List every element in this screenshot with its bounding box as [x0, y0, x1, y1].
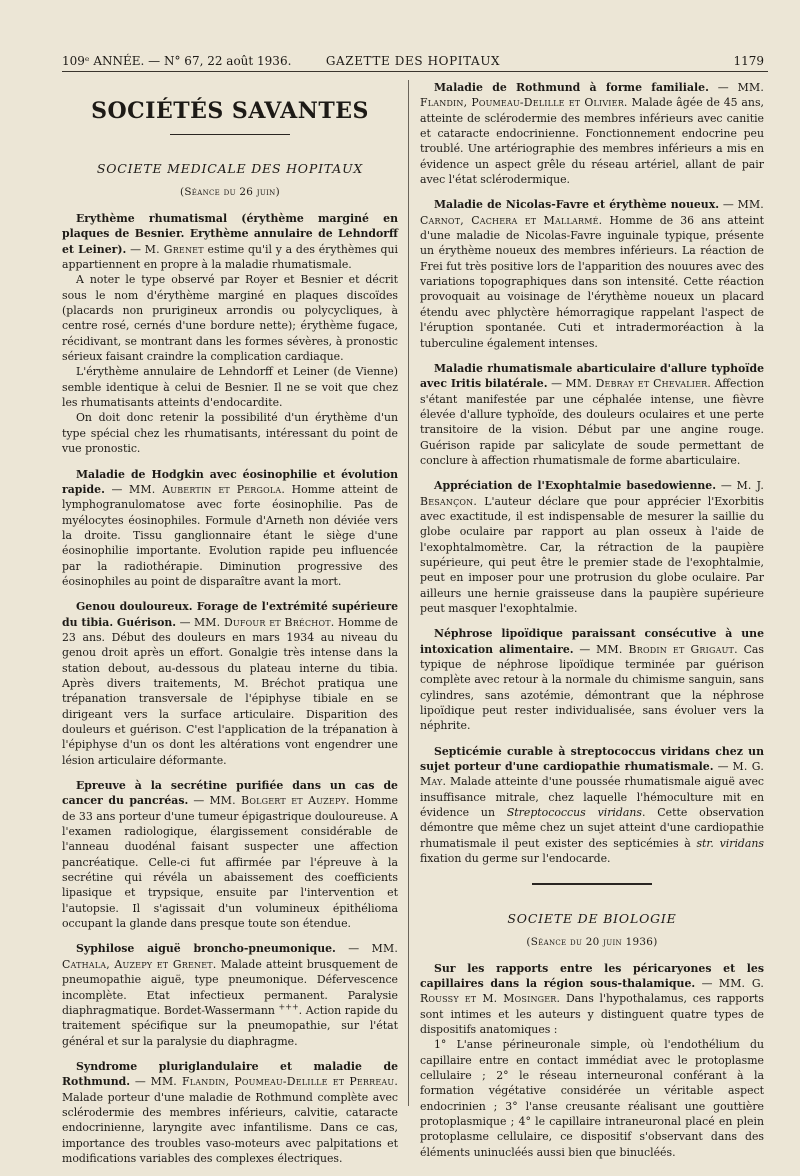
entry-genou: Genou douloureux. Forage de l'extrémité supérieure du tibia. Guérison. — MM. Dufour et Bréchot. Homme de 23 ans. Début des douleurs en mars 1934 au niveau du genou droit après un effort. Gonalgie très intense dans la station debout, au-dessous du plateau interne du tibia. Après divers traitements, M. Bréchot pratiqua une trépanation transversale de l'épiphyse tibiale en se dirigeant vers la surface articulaire. Disparition des douleurs et guérison. C'est l'application de la trépanation à l'épiphyse d'un os dont les altérations vont engendrer une lésion articulaire déformante. — [62, 600, 398, 767]
title-rule — [170, 134, 290, 135]
left-column — [62, 80, 398, 1176]
section-divider — [532, 883, 652, 885]
issue-line: 109ᵉ ANNÉE. — N° 67, 22 août 1936. — [62, 54, 292, 68]
entry-authors: MM. Flandin, Poumeau-Delille et Olivier. — [420, 81, 764, 110]
entry-text: Malade atteinte d'une poussée rhumatismale aiguë avec insuffisance mitrale, chez laquelle l'hémoculture mit en évidence un — [420, 775, 764, 820]
entry-exophtalmie: Appréciation de l'Exophtalmie basedowienne. — M. J. Besançon. L'auteur déclare que pour apprécier l'Exorbitis avec exactitude, il est indispensable de mesurer la saillie du globe oculaire par rapport au plan osseux à l'aide de l'exophtalmomètre. Car, la rétraction de la paupière supérieure, qui peut être le premier stade de l'exophtalmie, peut en imposer pour une protrusion du globe oculaire. Par ailleurs une hernie graisseuse dans la paupière supérieure peut masquer l'exophtalmie. — [420, 479, 764, 615]
entry-text: A noter le type observé par Royer et Besnier et décrit sous le nom d'érythème marginé en plaques discoïdes (placards non prurigineux arrondis ou polycycliques, à centre rosé, cernés d'une bordure nette); érythème fugace, récidivant, se montrant dans les formes sévères, à pronostic sérieux faisant craindre la complication cardiaque. — [62, 273, 398, 364]
entry-text: estime qu'il y a des érythèmes qui appartiennent en propre à la maladie rhumatismale. — [62, 242, 398, 272]
entry-text: Dans l'hypothalamus, ces rapports sont intimes et les auteurs y distinguent quatre types de dispositifs anatomiques : — [420, 992, 765, 1036]
entry-text: On doit donc retenir la possibilité d'un érythème d'un type spécial chez les rhumatisants, intéressant du point de vue pronostic. — [62, 411, 398, 456]
entry-title: Erythème rhumatismal (érythème marginé en plaques de Besnier. Erythème annulaire de Lehndorff et Leiner). — [62, 212, 398, 256]
entry-authors: MM. G. Roussy et M. Mosinger. — [420, 976, 764, 1006]
entry-authors: MM. Dufour et Bréchot. — [193, 615, 335, 629]
entry-authors: M. Grenet — [144, 242, 204, 256]
society-name: SOCIETE MEDICALE DES HOPITAUX — [96, 161, 364, 176]
right-column — [420, 80, 764, 1170]
entry-syphilose: Syphilose aiguë broncho-pneumonique. — MM. Cathala, Auzepy et Grenet. Malade atteint brusquement de pneumopathie aiguë, type pneumonique. Défervescence incomplète. Etat infectieux permanent. Paralysie diaphragmatique. Bordet-Wassermann +++. Action rapide du traitement spécifique sur la pneumopathie, sur l'état général et sur la paralysie du diaphragme. — [62, 942, 398, 1048]
journal-name: GAZETTE DES HOPITAUX — [325, 54, 501, 68]
entry-secretine: Epreuve à la secrétine purifiée dans un cas de cancer du pancréas. — MM. Bolgert et Auzepy. Homme de 33 ans porteur d'une tumeur épigastrique douloureuse. A l'examen radiologique, élargissement considérable de l'anneau duodénal faisant suspecter une affection pancréatique. Celle-ci fut affirmée par l'épreuve à la secrétine qui révéla un abaissement des coefficients lipasique et trypsique, ensuite par l'intervention et l'autopsie. Il s'agissait d'un volumineux épithélioma occupant la glande dans presque toute son étendue. — [62, 779, 398, 931]
entry-superscript: +++ — [278, 1002, 299, 1012]
entry-title: Septicémie curable à streptococcus viridans chez un sujet porteur d'une cardiopathie rhumatismale. — [420, 744, 764, 774]
entry-italic: Streptococcus viridans — [506, 806, 642, 820]
entry-authors: M. G. May. — [420, 760, 764, 789]
section-title: SOCIÉTÉS SAVANTES — [91, 98, 369, 124]
entry-title: Maladie de Rothmund à forme familiale. — [434, 81, 709, 94]
entry-text: Malade atteint brusquement de pneumopathie aiguë, type pneumonique. Défervescence incomplète. Etat infectieux permanent. Paralysie diaphragmatique. Bordet-Wassermann — [62, 957, 398, 1017]
entry-authors: MM. Brodin et Grigaut. — [596, 642, 738, 656]
header-rule — [62, 71, 768, 72]
column-divider — [408, 80, 409, 1106]
entry-text: Affection s'étant manifestée par une céphalée intense, une fièvre élevée d'allure typhoïde, des douleurs oculaires et une perte transitoire de la vision. Début par une angine rouge. Guérison rapide par salicylate de soude permettant de conclure à affection rhumatismale de forme abarticulaire. — [420, 377, 764, 467]
entry-text: Cas typique de néphrose lipoïdique terminée par guérison complète avec retour à la normale du chimisme sanguin, sans cylindres, sans azotémie, démontrant que la néphrose lipoïdique peut rester individualisée, sans évoluer vers la néphrite. — [420, 642, 764, 733]
entry-text: Homme de 33 ans porteur d'une tumeur épigastrique douloureuse. A l'examen radiologique, élargissement considérable de l'anneau duodénal faisant suspecter une affection pancréatique. Celle-ci fut affirmée par l'épreuve à la secrétine qui révéla un abaissement des coefficients lipasique et trypsique, ensuite par l'intervention et l'autopsie. Il s'agissait d'un volumineux épithélioma occupant la glande dans presque toute son étendue. — [62, 794, 398, 931]
entry-pericaryones: Sur les rapports entre les péricaryones et les capillaires dans la région sous-thalamique. — MM. G. Roussy et M. Mosinger. Dans l'hypothalamus, ces rapports sont intimes et les auteurs y distinguent quatre types de dispositifs anatomiques : 1° L'anse périneuronale simple, où l'endothélium du capillaire entre en contact immédiat avec le protoplasme cellulaire ; 2° le réseau interneuronal conférant à la formation végétative considérée un véritable aspect endocrinien ; 3° l'anse creusante réalisant une gouttière protoplasmique ; 4° le capillaire intraneuronal placé en plein protoplasme cellulaire, ce dispositif s'observant dans des éléments uninucléés aussi bien que binucléés. — [420, 961, 765, 1159]
entry-nephrose: Néphrose lipoïdique paraissant consécutive à une intoxication alimentaire. — MM. Brodin et Grigaut. Cas typique de néphrose lipoïdique terminée par guérison complète avec retour à la normale du chimisme sanguin, sans cylindres, sans azotémie, démontrant que la néphrose lipoïdique peut rester individualisée, sans évoluer vers la néphrite. — [420, 627, 764, 733]
seance-date: (Séance du 26 juin) — [180, 186, 280, 198]
entry-text: L'auteur déclare que pour apprécier l'Exorbitis avec exactitude, il est indispensable de mesurer la saillie du globe oculaire par rapport au plan osseux à l'aide de l'exophtalmomètre. Car, la rétraction de la paupière supérieure, qui peut être le premier stade de l'exophtalmie, peut en imposer pour une protrusion du globe oculaire. Par ailleurs une hernie graisseuse dans la paupière supérieure peut masquer l'exophtalmie. — [420, 494, 764, 615]
entry-title: Syndrome pluriglandulaire et maladie de Rothmund. — [62, 1059, 398, 1089]
entry-authors: MM. Bolgert et Auzepy. — [209, 794, 350, 808]
entry-title: Syphilose aiguë broncho-pneumonique. — [76, 942, 336, 956]
entry-text: Malade âgée de 45 ans, atteinte de sclérodermie des membres inférieurs avec canitie et cataracte endocrinienne. Fonctionnement endocrine peu troublé. Une artériographie des membres inférieurs a mis en évidence un aspect grêle du réseau artériel, allant de pair avec l'état sclérodermique. — [420, 96, 764, 187]
entry-text: Malade porteur d'une maladie de Rothmund complète avec sclérodermie des membres inférieurs, calvitie, cataracte endocrinienne, laryngite avec infantilisme. Dans ce cas, importance des troubles vaso-moteurs avec palpitations et modifications variables des complexes électriques. — [62, 1090, 398, 1165]
entry-rhumatismale-typhoide: Maladie rhumatismale abarticulaire d'allure typhoïde avec Iritis bilatérale. — MM. Debray et Chevalier. Affection s'étant manifestée par une céphalée intense, une fièvre élevée d'allure typhoïde, des douleurs oculaires et une perte transitoire de la vision. Début par une angine rouge. Guérison rapide par salicylate de soude permettant de conclure à affection rhumatismale de forme abarticulaire. — [420, 361, 764, 467]
entry-text: L'érythème annulaire de Lehndorff et Leiner (de Vienne) semble identique à celui de Besnier. Il ne se voit que chez les rhumatisants atteints d'endocardite. — [62, 365, 398, 410]
entry-title: Epreuve à la secrétine purifiée dans un cas de cancer du pancréas. — [62, 779, 398, 808]
entry-text: . Cette observation démontre que même chez un sujet atteint d'une cardiopathie rhumatismale il peut exister des septicémies à — [420, 806, 764, 850]
entry-title: Genou douloureux. Forage de l'extrémité supérieure du tibia. Guérison. — [62, 600, 398, 629]
page-number: 1179 — [733, 54, 764, 68]
entry-title: Maladie rhumatismale abarticulaire d'allure typhoïde avec Iritis bilatérale. — [420, 361, 764, 391]
entry-authors: MM. Aubertin et Pergola. — [129, 482, 285, 496]
running-head — [62, 52, 764, 70]
entry-title: Néphrose lipoïdique paraissant consécutive à une intoxication alimentaire. — [420, 627, 764, 656]
entry-erytheme-rhumatismal: Erythème rhumatismal (érythème marginé en plaques de Besnier. Erythème annulaire de Lehndorff et Leiner). — M. Grenet estime qu'il y a des érythèmes qui appartiennent en propre à la maladie rhumatismale. A noter le type observé par Royer et Besnier et décrit sous le nom d'érythème marginé en plaques discoïdes (placards non prurigineux arrondis ou polycycliques, à centre rosé, cernés d'une bordure nette); érythème fugace, récidivant, se montrant dans les formes sévères, à pronostic sérieux faisant craindre la complication cardiaque. L'érythème annulaire de Lehndorff et Leiner (de Vienne) semble identique à celui de Besnier. Il ne se voit que chez les rhumatisants atteints d'endocardite. On doit donc retenir la possibilité d'un érythème d'un type spécial chez les rhumatisants, intéressant du point de vue pronostic. — [62, 212, 398, 456]
entry-rothmund: Maladie de Rothmund à forme familiale. — MM. Flandin, Poumeau-Delille et Olivier. Malade âgée de 45 ans, atteinte de sclérodermie des membres inférieurs avec canitie et cataracte endocrinienne. Fonctionnement endocrine peu troublé. Une artériographie des membres inférieurs a mis en évidence un aspect grêle du réseau artériel, allant de pair avec l'état sclérodermique. — [420, 81, 764, 187]
entry-title: Sur les rapports entre les péricaryones et les capillaires dans la région sous-thalamique. — [420, 961, 764, 990]
entry-septicemie: Septicémie curable à streptococcus viridans chez un sujet porteur d'une cardiopathie rhumatismale. — M. G. May. Malade atteinte d'une poussée rhumatismale aiguë avec insuffisance mitrale, chez laquelle l'hémoculture mit en évidence un Streptococcus viridans. Cette observation démontre que même chez un sujet atteint d'une cardiopathie rhumatismale il peut exister des septicémies à str. viridans fixation du germe sur l'endocarde. — [420, 744, 764, 866]
entry-text: 1° L'anse périneuronale simple, où l'endothélium du capillaire entre en contact immédiat avec le protoplasme cellulaire ; 2° le réseau interneuronal conférant à la formation végétative considérée un véritable aspect endocrinien ; 3° l'anse creusante réalisant une gouttière protoplasmique ; 4° le capillaire intraneuronal placé en plein protoplasme cellulaire, ce dispositif s'observant dans des éléments uninucléés aussi bien que binucléés. — [420, 1038, 764, 1159]
entry-authors: MM. Cathala, Auzepy et Grenet. — [62, 942, 398, 971]
entry-hodgkin: Maladie de Hodgkin avec éosinophilie et évolution rapide. — MM. Aubertin et Pergola. Homme atteint de lymphogranulomatose avec forte éosinophilie. Pas de myélocytes éosinophiles. Formule d'Arneth non déviée vers la droite. Tissu ganglionnaire étant le siège d'une éosinophilie importante. Evolution rapide peu influencée par la radiothérapie. Diminution progressive des éosinophiles au point de disparaître avant la mort. — [62, 467, 398, 588]
entry-syndrome-pluriglandulaire: Syndrome pluriglandulaire et maladie de Rothmund. — MM. Flandin, Poumeau-Delille et Perreau. Malade porteur d'une maladie de Rothmund complète avec sclérodermie des membres inférieurs, calvitie, cataracte endocrinienne, laryngite avec infantilisme. Dans ce cas, importance des troubles vaso-moteurs avec palpitations et modifications variables des complexes électriques. — [62, 1059, 398, 1165]
entry-nicolas-favre: Maladie de Nicolas-Favre et érythème noueux. — MM. Carnot, Cachera et Mallarmé. Homme de 36 ans atteint d'une maladie de Nicolas-Favre inguinale typique, présente un érythème noueux des membres inférieurs. La réaction de Frei fut très positive lors de l'apparition des nouures avec des variations topographiques dans son intensité. Cette réaction provoquait au voisinage de l'érythème noueux un placard étendu avec phlyctère hémorragique rappelant l'aspect de l'éruption spontanée. Cuti et intradermoréaction à la tuberculine également intenses. — [420, 198, 764, 350]
entry-text: Homme de 23 ans. Début des douleurs en mars 1934 au niveau du genou droit après un effort. Gonalgie très intense dans la station debout, au-dessous du plateau interne du tibia. Après divers traitements, M. Bréchot pratiqua une trépanation transversale de l'épiphyse tibiale en se dirigeant vers la surface articulaire. Disparition des douleurs et guérison. C'est l'application de la trépanation à l'épiphyse d'un os dont les altérations vont engendrer une lésion articulaire déformante. — [62, 615, 398, 767]
entry-text: Homme de 36 ans atteint d'une maladie de Nicolas-Favre inguinale typique, présente un érythème noueux des membres inférieurs. La réaction de Frei fut très positive lors de l'apparition des nouures avec des variations topographiques dans son intensité. Cette réaction provoquait au voisinage de l'érythème noueux un placard étendu avec phlyctère hémorragique rappelant l'aspect de l'éruption spontanée. Cuti et intradermoréaction à la tuberculine également intenses. — [420, 213, 764, 350]
entry-text: fixation du germe sur l'endocarde. — [420, 852, 611, 866]
entry-italic: str. viridans — [696, 836, 764, 850]
entry-title: Maladie de Nicolas-Favre et érythème noueux. — [434, 198, 719, 212]
entry-text: Homme atteint de lymphogranulomatose avec forte éosinophilie. Pas de myélocytes éosinophiles. Formule d'Arneth non déviée vers la droite. Tissu ganglionnaire étant le siège d'une éosinophilie importante. Evolution rapide peu influencée par la radiothérapie. Diminution progressive des éosinophiles au point de disparaître avant la mort. — [62, 482, 398, 588]
entry-title: Maladie de Hodgkin avec éosinophilie et évolution rapide. — [62, 467, 398, 496]
entry-title: Appréciation de l'Exophtalmie basedowienne. — [434, 479, 717, 493]
entry-authors: MM. Carnot, Cachera et Mallarmé. — [420, 198, 764, 227]
entry-authors: MM. Debray et Chevalier. — [565, 377, 712, 391]
entry-authors: M. J. Besançon. — [420, 479, 764, 508]
entry-text: . Action rapide du traitement spécifique sur la pneumopathie, sur l'état général et sur la paralysie du diaphragme. — [62, 1003, 398, 1048]
entry-authors: MM. Flandin, Poumeau-Delille et Perreau. — [150, 1075, 398, 1089]
society-name: SOCIETE DE BIOLOGIE — [507, 910, 677, 926]
seance-date: (Séance du 20 juin 1936) — [526, 935, 658, 948]
